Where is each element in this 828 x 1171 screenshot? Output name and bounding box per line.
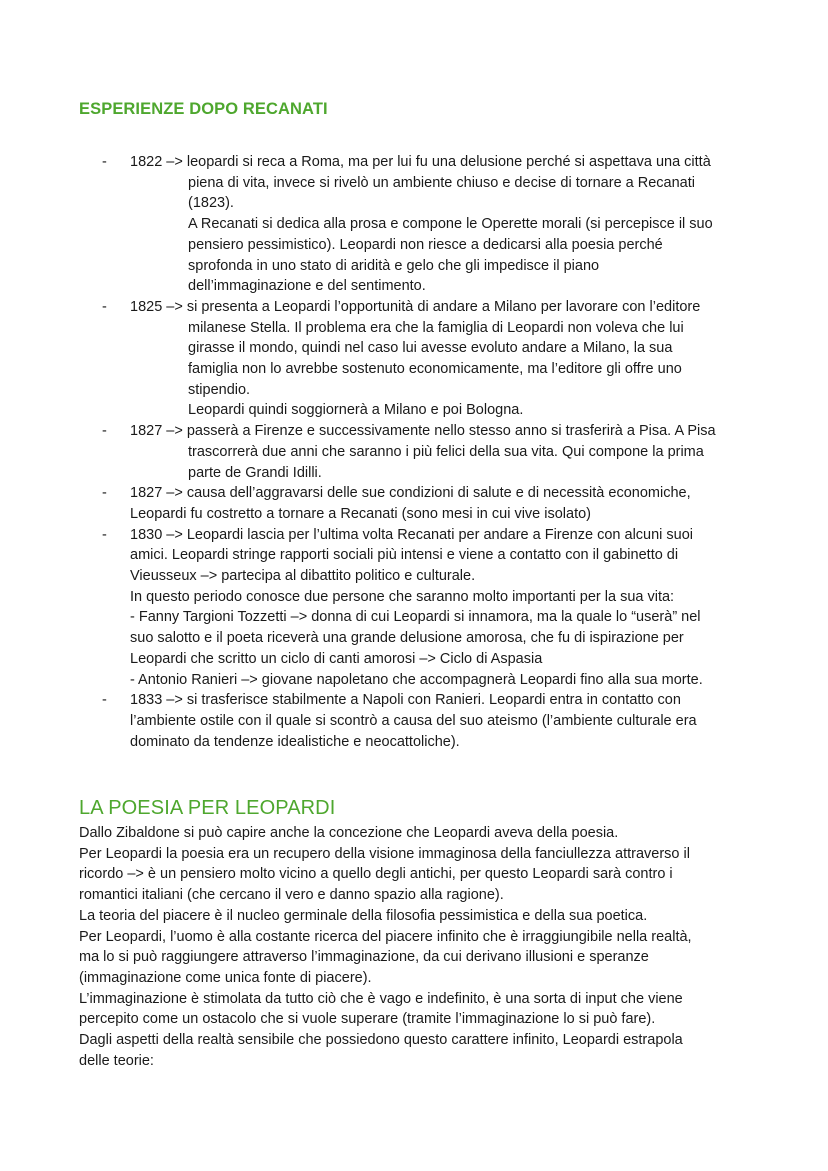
item-line: sprofonda in uno stato di aridità e gelo che gli impedisce il piano: [188, 257, 600, 274]
paragraph-line: ma lo si può raggiungere attraverso l’immaginazione, da cui derivano illusioni e speranze: [79, 949, 649, 966]
item-line: Leopardi fu costretto a tornare a Recanati (sono mesi in cui vive isolato): [130, 505, 592, 522]
item-line: milanese Stella. Il problema era che la famiglia di Leopardi non voleva che lui: [188, 319, 684, 336]
item-line: famiglia non lo avrebbe sostenuto economicamente, ma l’editore gli offre uno: [188, 361, 682, 378]
item-line: - Fanny Targioni Tozzetti –> donna di cui Leopardi si innamora, ma la quale lo “userà” nel: [130, 609, 701, 626]
paragraph-line: (immaginazione come unica fonte di piacere).: [79, 969, 372, 986]
item-line: suo salotto e il poeta riceverà una grande delusione amorosa, che fu di ispirazione per: [130, 630, 684, 647]
paragraph-line: ricordo –> è un pensiero molto vicino a quello degli antichi, per questo Leopardi sarà contro i: [79, 866, 673, 883]
item-line: A Recanati si dedica alla prosa e compone le Operette morali (si percepisce il suo: [188, 216, 713, 233]
item-line: In questo periodo conosce due persone che saranno molto importanti per la sua vita:: [130, 588, 675, 605]
paragraph-line: percepito come un ostacolo che si vuole superare (tramite l’immaginazione lo si può fare).: [79, 1011, 656, 1028]
bullet-dash: -: [102, 526, 107, 543]
bullet-dash: -: [102, 423, 107, 440]
list-item: [0, 297, 828, 421]
bullet-dash: -: [102, 154, 107, 170]
paragraph-line: romantici italiani (che cercano il vero e danno spazio alla ragione).: [79, 887, 504, 904]
list-item: [0, 690, 828, 752]
item-line: amici. Leopardi stringe rapporti sociali più intensi e viene a contatto con il gabinetto di: [130, 547, 679, 564]
paragraph-line: La teoria del piacere è il nucleo germinale della filosofia pessimistica e della sua poetica.: [79, 907, 648, 924]
item-line: girasse il mondo, quindi nel caso lui avesse evoluto andare a Milano, la sua: [188, 340, 673, 357]
item-line: dell’immaginazione e del sentimento.: [188, 278, 426, 295]
item-line: - Antonio Ranieri –> giovane napoletano che accompagnerà Leopardi fino alla sua morte.: [130, 671, 703, 688]
item-line: piena di vita, invece si rivelò un ambiente chiuso e decise di tornare a Recanati: [188, 174, 695, 191]
paragraph-body: [79, 823, 779, 1071]
paragraph-line: delle teorie:: [79, 1052, 154, 1069]
paragraph-line: L’immaginazione è stimolata da tutto ciò che è vago e indefinito, è una sorta di input che viene: [79, 990, 683, 1007]
item-line: parte de Grandi Idilli.: [188, 464, 322, 481]
paragraph-line: Per Leopardi, l’uomo è alla costante ricerca del piacere infinito che è irraggiungibile nella realtà,: [79, 928, 692, 945]
item-line: stipendio.: [188, 381, 251, 398]
item-line: Vieusseux –> partecipa al dibattito politico e culturale.: [130, 568, 476, 585]
item-line: 1833 –> si trasferisce stabilmente a Napoli con Ranieri. Leopardi entra in contatto con: [130, 692, 681, 709]
item-line: 1822 –> leopardi si reca a Roma, ma per lui fu una delusione perché si aspettava una città: [130, 154, 711, 170]
section-heading-esperienze: ESPERIENZE DOPO RECANATI: [79, 100, 328, 118]
bullet-list: [0, 152, 828, 752]
item-line: 1830 –> Leopardi lascia per l’ultima volta Recanati per andare a Firenze con alcuni suoi: [130, 526, 694, 543]
bullet-dash: -: [102, 485, 107, 502]
list-item: [0, 152, 828, 297]
item-line: Leopardi quindi soggiornerà a Milano e poi Bologna.: [188, 402, 524, 419]
list-item: [0, 525, 828, 691]
item-line: 1827 –> passerà a Firenze e successivamente nello stesso anno si trasferirà a Pisa. A Pisa: [130, 423, 716, 440]
item-line: (1823).: [188, 195, 234, 212]
list-item: [0, 483, 828, 524]
paragraph-line: Per Leopardi la poesia era un recupero della visione immaginosa della fanciullezza attraverso il: [79, 845, 690, 862]
bullet-dash: -: [102, 692, 107, 709]
item-line: pensiero pessimistico). Leopardi non riesce a dedicarsi alla poesia perché: [188, 236, 663, 253]
item-line: 1827 –> causa dell’aggravarsi delle sue condizioni di salute e di necessità economiche,: [130, 485, 691, 502]
item-line: 1825 –> si presenta a Leopardi l’opportunità di andare a Milano per lavorare con l’editore: [130, 298, 701, 315]
item-line: trascorrerà due anni che saranno i più felici della sua vita. Qui compone la prima: [188, 443, 704, 460]
item-line: l’ambiente ostile con il quale si scontrò a causa del suo ateismo (l’ambiente culturale era: [130, 712, 697, 729]
bullet-dash: -: [102, 298, 107, 315]
item-line: Leopardi che scritto un ciclo di canti amorosi –> Ciclo di Aspasia: [130, 650, 543, 667]
section-heading-poesia: LA POESIA PER LEOPARDI: [79, 797, 336, 819]
paragraph-line: Dallo Zibaldone si può capire anche la concezione che Leopardi aveva della poesia.: [79, 825, 619, 841]
paragraph-line: Dagli aspetti della realtà sensibile che possiedono questo carattere infinito, Leopardi estrapola: [79, 1032, 683, 1049]
list-item: [0, 421, 828, 483]
item-line: dominato da tendenze idealistiche e neocattoliche).: [130, 733, 460, 750]
